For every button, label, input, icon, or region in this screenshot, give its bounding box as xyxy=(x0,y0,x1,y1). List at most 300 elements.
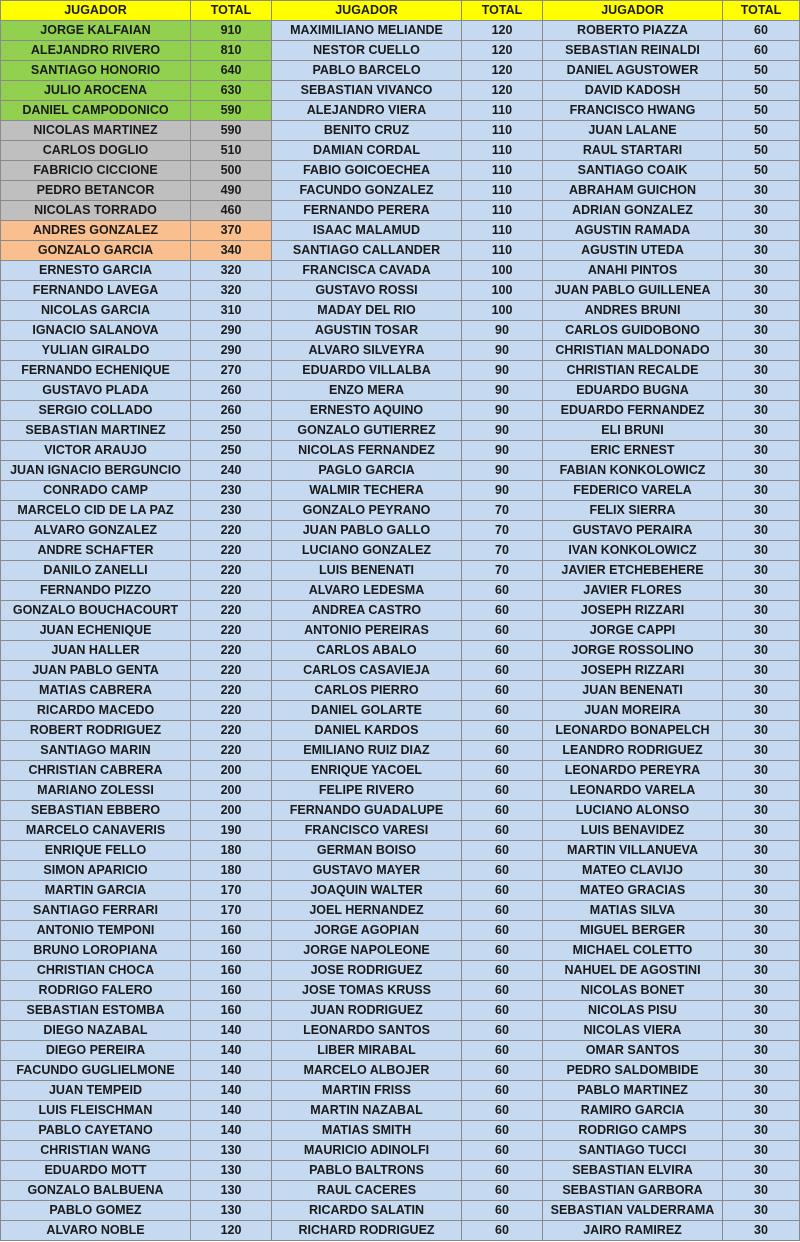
player-name-cell: ALVARO SILVEYRA xyxy=(272,341,462,361)
player-name-cell: JUAN PABLO GENTA xyxy=(1,661,191,681)
player-name-cell: EDUARDO MOTT xyxy=(1,1161,191,1181)
player-total-cell: 60 xyxy=(462,581,543,601)
player-name-cell: LEONARDO PEREYRA xyxy=(543,761,723,781)
player-total-cell: 60 xyxy=(723,21,800,41)
player-total-cell: 60 xyxy=(462,901,543,921)
player-name-cell: GONZALO BOUCHACOURT xyxy=(1,601,191,621)
player-name-cell: FABIO GOICOECHEA xyxy=(272,161,462,181)
player-total-cell: 60 xyxy=(462,861,543,881)
player-total-cell: 60 xyxy=(462,721,543,741)
header-jugador-1: JUGADOR xyxy=(1,1,191,21)
player-name-cell: ALEJANDRO VIERA xyxy=(272,101,462,121)
player-name-cell: RAUL CACERES xyxy=(272,1181,462,1201)
player-name-cell: MAXIMILIANO MELIANDE xyxy=(272,21,462,41)
player-name-cell: PABLO GOMEZ xyxy=(1,1201,191,1221)
player-name-cell: JORGE KALFAIAN xyxy=(1,21,191,41)
player-name-cell: AGUSTIN RAMADA xyxy=(543,221,723,241)
player-name-cell: SEBASTIAN VIVANCO xyxy=(272,81,462,101)
player-total-cell: 90 xyxy=(462,361,543,381)
player-total-cell: 30 xyxy=(723,781,800,801)
player-name-cell: JOSEPH RIZZARI xyxy=(543,601,723,621)
table-row xyxy=(1,521,800,541)
player-name-cell: MIGUEL BERGER xyxy=(543,921,723,941)
player-name-cell: PAGLO GARCIA xyxy=(272,461,462,481)
player-name-cell: ERNESTO GARCIA xyxy=(1,261,191,281)
player-name-cell: MATIAS SMITH xyxy=(272,1121,462,1141)
player-name-cell: DAMIAN CORDAL xyxy=(272,141,462,161)
table-row xyxy=(1,501,800,521)
player-total-cell: 220 xyxy=(191,581,272,601)
player-name-cell: NICOLAS TORRADO xyxy=(1,201,191,221)
table-row xyxy=(1,261,800,281)
table-row xyxy=(1,561,800,581)
player-name-cell: FERNANDO GUADALUPE xyxy=(272,801,462,821)
table-row xyxy=(1,341,800,361)
player-total-cell: 90 xyxy=(462,481,543,501)
player-name-cell: LUIS BENENATI xyxy=(272,561,462,581)
player-name-cell: GUSTAVO MAYER xyxy=(272,861,462,881)
player-total-cell: 140 xyxy=(191,1081,272,1101)
table-row xyxy=(1,281,800,301)
player-total-cell: 110 xyxy=(462,221,543,241)
player-total-cell: 630 xyxy=(191,81,272,101)
player-total-cell: 50 xyxy=(723,81,800,101)
player-total-cell: 30 xyxy=(723,621,800,641)
player-total-cell: 290 xyxy=(191,341,272,361)
player-total-cell: 220 xyxy=(191,521,272,541)
player-name-cell: ROBERTO PIAZZA xyxy=(543,21,723,41)
player-total-cell: 30 xyxy=(723,641,800,661)
player-total-cell: 250 xyxy=(191,441,272,461)
player-total-cell: 60 xyxy=(462,741,543,761)
table-row xyxy=(1,381,800,401)
player-total-cell: 60 xyxy=(462,1101,543,1121)
player-name-cell: JOAQUIN WALTER xyxy=(272,881,462,901)
player-total-cell: 320 xyxy=(191,261,272,281)
player-name-cell: ANDRE SCHAFTER xyxy=(1,541,191,561)
player-name-cell: PEDRO SALDOMBIDE xyxy=(543,1061,723,1081)
player-total-cell: 60 xyxy=(462,881,543,901)
player-total-cell: 90 xyxy=(462,401,543,421)
player-total-cell: 160 xyxy=(191,941,272,961)
player-total-cell: 30 xyxy=(723,201,800,221)
player-name-cell: FRANCISCA CAVADA xyxy=(272,261,462,281)
player-total-cell: 30 xyxy=(723,1221,800,1241)
player-name-cell: ANDRES GONZALEZ xyxy=(1,221,191,241)
player-name-cell: ALVARO LEDESMA xyxy=(272,581,462,601)
player-name-cell: RICARDO MACEDO xyxy=(1,701,191,721)
player-total-cell: 60 xyxy=(723,41,800,61)
player-name-cell: NESTOR CUELLO xyxy=(272,41,462,61)
player-total-cell: 60 xyxy=(462,961,543,981)
player-name-cell: CARLOS GUIDOBONO xyxy=(543,321,723,341)
player-total-cell: 30 xyxy=(723,601,800,621)
player-total-cell: 230 xyxy=(191,501,272,521)
player-name-cell: MARTIN VILLANUEVA xyxy=(543,841,723,861)
table-header xyxy=(1,1,800,21)
table-row xyxy=(1,1001,800,1021)
player-total-cell: 340 xyxy=(191,241,272,261)
player-name-cell: ISAAC MALAMUD xyxy=(272,221,462,241)
player-name-cell: EDUARDO VILLALBA xyxy=(272,361,462,381)
player-name-cell: NICOLAS FERNANDEZ xyxy=(272,441,462,461)
player-name-cell: GONZALO PEYRANO xyxy=(272,501,462,521)
player-name-cell: FERNANDO PIZZO xyxy=(1,581,191,601)
table-row xyxy=(1,621,800,641)
player-name-cell: MARTIN GARCIA xyxy=(1,881,191,901)
player-total-cell: 640 xyxy=(191,61,272,81)
player-name-cell: DANIEL KARDOS xyxy=(272,721,462,741)
player-total-cell: 220 xyxy=(191,721,272,741)
player-total-cell: 30 xyxy=(723,521,800,541)
player-name-cell: CHRISTIAN CABRERA xyxy=(1,761,191,781)
player-name-cell: PABLO BARCELO xyxy=(272,61,462,81)
player-total-cell: 60 xyxy=(462,761,543,781)
table-row xyxy=(1,1041,800,1061)
player-total-cell: 60 xyxy=(462,1021,543,1041)
player-total-cell: 30 xyxy=(723,381,800,401)
player-total-cell: 310 xyxy=(191,301,272,321)
player-total-cell: 120 xyxy=(462,81,543,101)
player-total-cell: 110 xyxy=(462,101,543,121)
player-name-cell: GUSTAVO ROSSI xyxy=(272,281,462,301)
player-total-cell: 120 xyxy=(462,41,543,61)
table-row xyxy=(1,661,800,681)
player-total-cell: 30 xyxy=(723,941,800,961)
player-name-cell: FABRICIO CICCIONE xyxy=(1,161,191,181)
player-name-cell: ANTONIO PEREIRAS xyxy=(272,621,462,641)
player-total-cell: 30 xyxy=(723,921,800,941)
player-total-cell: 30 xyxy=(723,181,800,201)
player-name-cell: MARIANO ZOLESSI xyxy=(1,781,191,801)
player-total-cell: 30 xyxy=(723,1121,800,1141)
table-row xyxy=(1,781,800,801)
player-total-cell: 160 xyxy=(191,961,272,981)
player-total-cell: 110 xyxy=(462,161,543,181)
player-total-cell: 60 xyxy=(462,661,543,681)
player-total-cell: 60 xyxy=(462,921,543,941)
table-row xyxy=(1,81,800,101)
table-row xyxy=(1,681,800,701)
player-total-cell: 70 xyxy=(462,541,543,561)
player-name-cell: SEBASTIAN ELVIRA xyxy=(543,1161,723,1181)
header-total-3: TOTAL xyxy=(723,1,800,21)
player-name-cell: CHRISTIAN CHOCA xyxy=(1,961,191,981)
player-total-cell: 290 xyxy=(191,321,272,341)
table-row xyxy=(1,21,800,41)
player-name-cell: LEONARDO BONAPELCH xyxy=(543,721,723,741)
player-name-cell: EMILIANO RUIZ DIAZ xyxy=(272,741,462,761)
player-name-cell: FERNANDO LAVEGA xyxy=(1,281,191,301)
player-name-cell: RODRIGO FALERO xyxy=(1,981,191,1001)
player-name-cell: GONZALO GUTIERREZ xyxy=(272,421,462,441)
player-name-cell: JUAN TEMPEID xyxy=(1,1081,191,1101)
player-total-cell: 90 xyxy=(462,421,543,441)
table-row xyxy=(1,981,800,1001)
player-name-cell: JUAN MOREIRA xyxy=(543,701,723,721)
player-name-cell: SANTIAGO FERRARI xyxy=(1,901,191,921)
player-name-cell: ALEJANDRO RIVERO xyxy=(1,41,191,61)
player-name-cell: ENZO MERA xyxy=(272,381,462,401)
table-row xyxy=(1,221,800,241)
player-total-cell: 110 xyxy=(462,241,543,261)
player-total-cell: 60 xyxy=(462,641,543,661)
player-total-cell: 30 xyxy=(723,241,800,261)
player-name-cell: CONRADO CAMP xyxy=(1,481,191,501)
player-total-cell: 130 xyxy=(191,1181,272,1201)
player-name-cell: JUAN IGNACIO BERGUNCIO xyxy=(1,461,191,481)
player-total-cell: 60 xyxy=(462,1181,543,1201)
player-name-cell: JUAN PABLO GALLO xyxy=(272,521,462,541)
player-total-cell: 60 xyxy=(462,821,543,841)
player-name-cell: MATEO CLAVIJO xyxy=(543,861,723,881)
player-name-cell: SANTIAGO TUCCI xyxy=(543,1141,723,1161)
player-total-cell: 30 xyxy=(723,841,800,861)
player-name-cell: MICHAEL COLETTO xyxy=(543,941,723,961)
player-total-cell: 140 xyxy=(191,1041,272,1061)
player-total-cell: 60 xyxy=(462,841,543,861)
player-name-cell: ALVARO NOBLE xyxy=(1,1221,191,1241)
player-name-cell: DANILO ZANELLI xyxy=(1,561,191,581)
table-row xyxy=(1,161,800,181)
player-name-cell: GONZALO BALBUENA xyxy=(1,1181,191,1201)
player-name-cell: EDUARDO BUGNA xyxy=(543,381,723,401)
player-total-cell: 220 xyxy=(191,621,272,641)
player-total-cell: 70 xyxy=(462,561,543,581)
player-total-cell: 30 xyxy=(723,321,800,341)
player-total-cell: 30 xyxy=(723,1181,800,1201)
player-name-cell: SEBASTIAN ESTOMBA xyxy=(1,1001,191,1021)
player-name-cell: CHRISTIAN MALDONADO xyxy=(543,341,723,361)
player-total-cell: 30 xyxy=(723,961,800,981)
player-total-cell: 30 xyxy=(723,361,800,381)
table-row xyxy=(1,361,800,381)
player-total-cell: 60 xyxy=(462,681,543,701)
player-name-cell: IVAN KONKOLOWICZ xyxy=(543,541,723,561)
player-name-cell: SEBASTIAN VALDERRAMA xyxy=(543,1201,723,1221)
player-name-cell: LUIS BENAVIDEZ xyxy=(543,821,723,841)
player-total-cell: 30 xyxy=(723,861,800,881)
player-total-cell: 510 xyxy=(191,141,272,161)
player-total-cell: 70 xyxy=(462,521,543,541)
player-name-cell: JAVIER ETCHEBEHERE xyxy=(543,561,723,581)
player-name-cell: SIMON APARICIO xyxy=(1,861,191,881)
header-jugador-3: JUGADOR xyxy=(543,1,723,21)
table-row xyxy=(1,61,800,81)
player-name-cell: JUAN BENENATI xyxy=(543,681,723,701)
player-total-cell: 60 xyxy=(462,1041,543,1061)
player-name-cell: CARLOS DOGLIO xyxy=(1,141,191,161)
player-total-cell: 70 xyxy=(462,501,543,521)
player-name-cell: LIBER MIRABAL xyxy=(272,1041,462,1061)
player-total-cell: 30 xyxy=(723,581,800,601)
player-total-cell: 130 xyxy=(191,1201,272,1221)
player-total-cell: 60 xyxy=(462,1221,543,1241)
player-total-cell: 200 xyxy=(191,761,272,781)
player-name-cell: ADRIAN GONZALEZ xyxy=(543,201,723,221)
player-total-cell: 30 xyxy=(723,741,800,761)
table-row xyxy=(1,1061,800,1081)
player-name-cell: MARCELO ALBOJER xyxy=(272,1061,462,1081)
player-name-cell: SANTIAGO MARIN xyxy=(1,741,191,761)
player-name-cell: ENRIQUE FELLO xyxy=(1,841,191,861)
player-total-cell: 50 xyxy=(723,161,800,181)
player-name-cell: AGUSTIN TOSAR xyxy=(272,321,462,341)
player-total-cell: 590 xyxy=(191,101,272,121)
player-name-cell: ANDREA CASTRO xyxy=(272,601,462,621)
player-name-cell: FERNANDO ECHENIQUE xyxy=(1,361,191,381)
player-name-cell: IGNACIO SALANOVA xyxy=(1,321,191,341)
player-total-cell: 30 xyxy=(723,821,800,841)
player-name-cell: FACUNDO GUGLIELMONE xyxy=(1,1061,191,1081)
player-total-cell: 50 xyxy=(723,61,800,81)
player-total-cell: 110 xyxy=(462,121,543,141)
table-row xyxy=(1,1101,800,1121)
player-total-cell: 220 xyxy=(191,561,272,581)
player-name-cell: NICOLAS MARTINEZ xyxy=(1,121,191,141)
table-row xyxy=(1,1141,800,1161)
player-total-cell: 590 xyxy=(191,121,272,141)
player-total-cell: 220 xyxy=(191,661,272,681)
player-total-cell: 30 xyxy=(723,721,800,741)
player-name-cell: GUSTAVO PLADA xyxy=(1,381,191,401)
player-total-cell: 170 xyxy=(191,901,272,921)
player-total-cell: 60 xyxy=(462,701,543,721)
player-total-cell: 30 xyxy=(723,421,800,441)
player-total-cell: 30 xyxy=(723,1101,800,1121)
player-name-cell: RAUL STARTARI xyxy=(543,141,723,161)
player-total-cell: 30 xyxy=(723,401,800,421)
player-total-cell: 90 xyxy=(462,461,543,481)
player-total-cell: 110 xyxy=(462,141,543,161)
table-row xyxy=(1,881,800,901)
player-name-cell: NICOLAS VIERA xyxy=(543,1021,723,1041)
player-total-cell: 30 xyxy=(723,561,800,581)
player-name-cell: LEANDRO RODRIGUEZ xyxy=(543,741,723,761)
player-total-cell: 140 xyxy=(191,1021,272,1041)
player-total-cell: 170 xyxy=(191,881,272,901)
player-total-cell: 60 xyxy=(462,941,543,961)
player-total-cell: 60 xyxy=(462,1141,543,1161)
player-total-cell: 120 xyxy=(462,61,543,81)
player-total-cell: 60 xyxy=(462,1121,543,1141)
player-total-cell: 110 xyxy=(462,181,543,201)
player-total-cell: 200 xyxy=(191,781,272,801)
player-name-cell: SEBASTIAN REINALDI xyxy=(543,41,723,61)
player-total-cell: 240 xyxy=(191,461,272,481)
player-name-cell: CHRISTIAN WANG xyxy=(1,1141,191,1161)
player-name-cell: MATEO GRACIAS xyxy=(543,881,723,901)
player-name-cell: ANTONIO TEMPONI xyxy=(1,921,191,941)
player-total-cell: 180 xyxy=(191,861,272,881)
table-row xyxy=(1,401,800,421)
player-name-cell: JOSE TOMAS KRUSS xyxy=(272,981,462,1001)
table-row xyxy=(1,601,800,621)
player-total-cell: 50 xyxy=(723,121,800,141)
player-total-cell: 370 xyxy=(191,221,272,241)
table-row xyxy=(1,941,800,961)
player-name-cell: JORGE CAPPI xyxy=(543,621,723,641)
player-name-cell: DANIEL AGUSTOWER xyxy=(543,61,723,81)
table-row xyxy=(1,1201,800,1221)
player-total-cell: 60 xyxy=(462,781,543,801)
player-total-cell: 30 xyxy=(723,281,800,301)
player-name-cell: RICHARD RODRIGUEZ xyxy=(272,1221,462,1241)
player-total-cell: 90 xyxy=(462,441,543,461)
player-total-cell: 90 xyxy=(462,341,543,361)
table-row xyxy=(1,421,800,441)
table-row xyxy=(1,141,800,161)
table-row xyxy=(1,801,800,821)
player-name-cell: NICOLAS PISU xyxy=(543,1001,723,1021)
player-name-cell: FERNANDO PERERA xyxy=(272,201,462,221)
player-name-cell: PABLO BALTRONS xyxy=(272,1161,462,1181)
player-total-cell: 810 xyxy=(191,41,272,61)
player-name-cell: PABLO CAYETANO xyxy=(1,1121,191,1141)
player-name-cell: CARLOS ABALO xyxy=(272,641,462,661)
player-total-cell: 30 xyxy=(723,661,800,681)
table-row xyxy=(1,721,800,741)
player-name-cell: JAVIER FLORES xyxy=(543,581,723,601)
player-total-cell: 100 xyxy=(462,281,543,301)
player-total-cell: 220 xyxy=(191,741,272,761)
player-total-cell: 60 xyxy=(462,601,543,621)
player-total-cell: 190 xyxy=(191,821,272,841)
player-name-cell: SEBASTIAN GARBORA xyxy=(543,1181,723,1201)
player-total-cell: 910 xyxy=(191,21,272,41)
player-name-cell: MATIAS CABRERA xyxy=(1,681,191,701)
player-total-cell: 30 xyxy=(723,221,800,241)
table-row xyxy=(1,1021,800,1041)
table-row xyxy=(1,961,800,981)
player-total-cell: 50 xyxy=(723,141,800,161)
player-total-cell: 160 xyxy=(191,981,272,1001)
player-total-cell: 60 xyxy=(462,1081,543,1101)
player-total-cell: 140 xyxy=(191,1101,272,1121)
table-row xyxy=(1,741,800,761)
table-row xyxy=(1,181,800,201)
player-name-cell: JOSE RODRIGUEZ xyxy=(272,961,462,981)
player-total-cell: 30 xyxy=(723,501,800,521)
player-name-cell: FEDERICO VARELA xyxy=(543,481,723,501)
player-total-cell: 60 xyxy=(462,621,543,641)
player-name-cell: GUSTAVO PERAIRA xyxy=(543,521,723,541)
header-total-2: TOTAL xyxy=(462,1,543,21)
player-name-cell: FACUNDO GONZALEZ xyxy=(272,181,462,201)
player-name-cell: FRANCISCO VARESI xyxy=(272,821,462,841)
player-name-cell: JUAN RODRIGUEZ xyxy=(272,1001,462,1021)
player-name-cell: DANIEL GOLARTE xyxy=(272,701,462,721)
player-name-cell: ENRIQUE YACOEL xyxy=(272,761,462,781)
player-name-cell: NICOLAS BONET xyxy=(543,981,723,1001)
player-total-cell: 90 xyxy=(462,381,543,401)
table-row xyxy=(1,541,800,561)
player-total-cell: 100 xyxy=(462,261,543,281)
player-name-cell: MARTIN FRISS xyxy=(272,1081,462,1101)
player-total-cell: 220 xyxy=(191,641,272,661)
player-name-cell: NICOLAS GARCIA xyxy=(1,301,191,321)
player-total-cell: 30 xyxy=(723,441,800,461)
player-name-cell: ROBERT RODRIGUEZ xyxy=(1,721,191,741)
player-total-cell: 120 xyxy=(191,1221,272,1241)
player-name-cell: LEONARDO VARELA xyxy=(543,781,723,801)
player-name-cell: JORGE ROSSOLINO xyxy=(543,641,723,661)
table-row xyxy=(1,641,800,661)
player-name-cell: DANIEL CAMPODONICO xyxy=(1,101,191,121)
player-total-cell: 110 xyxy=(462,201,543,221)
player-name-cell: CARLOS CASAVIEJA xyxy=(272,661,462,681)
player-total-cell: 30 xyxy=(723,461,800,481)
